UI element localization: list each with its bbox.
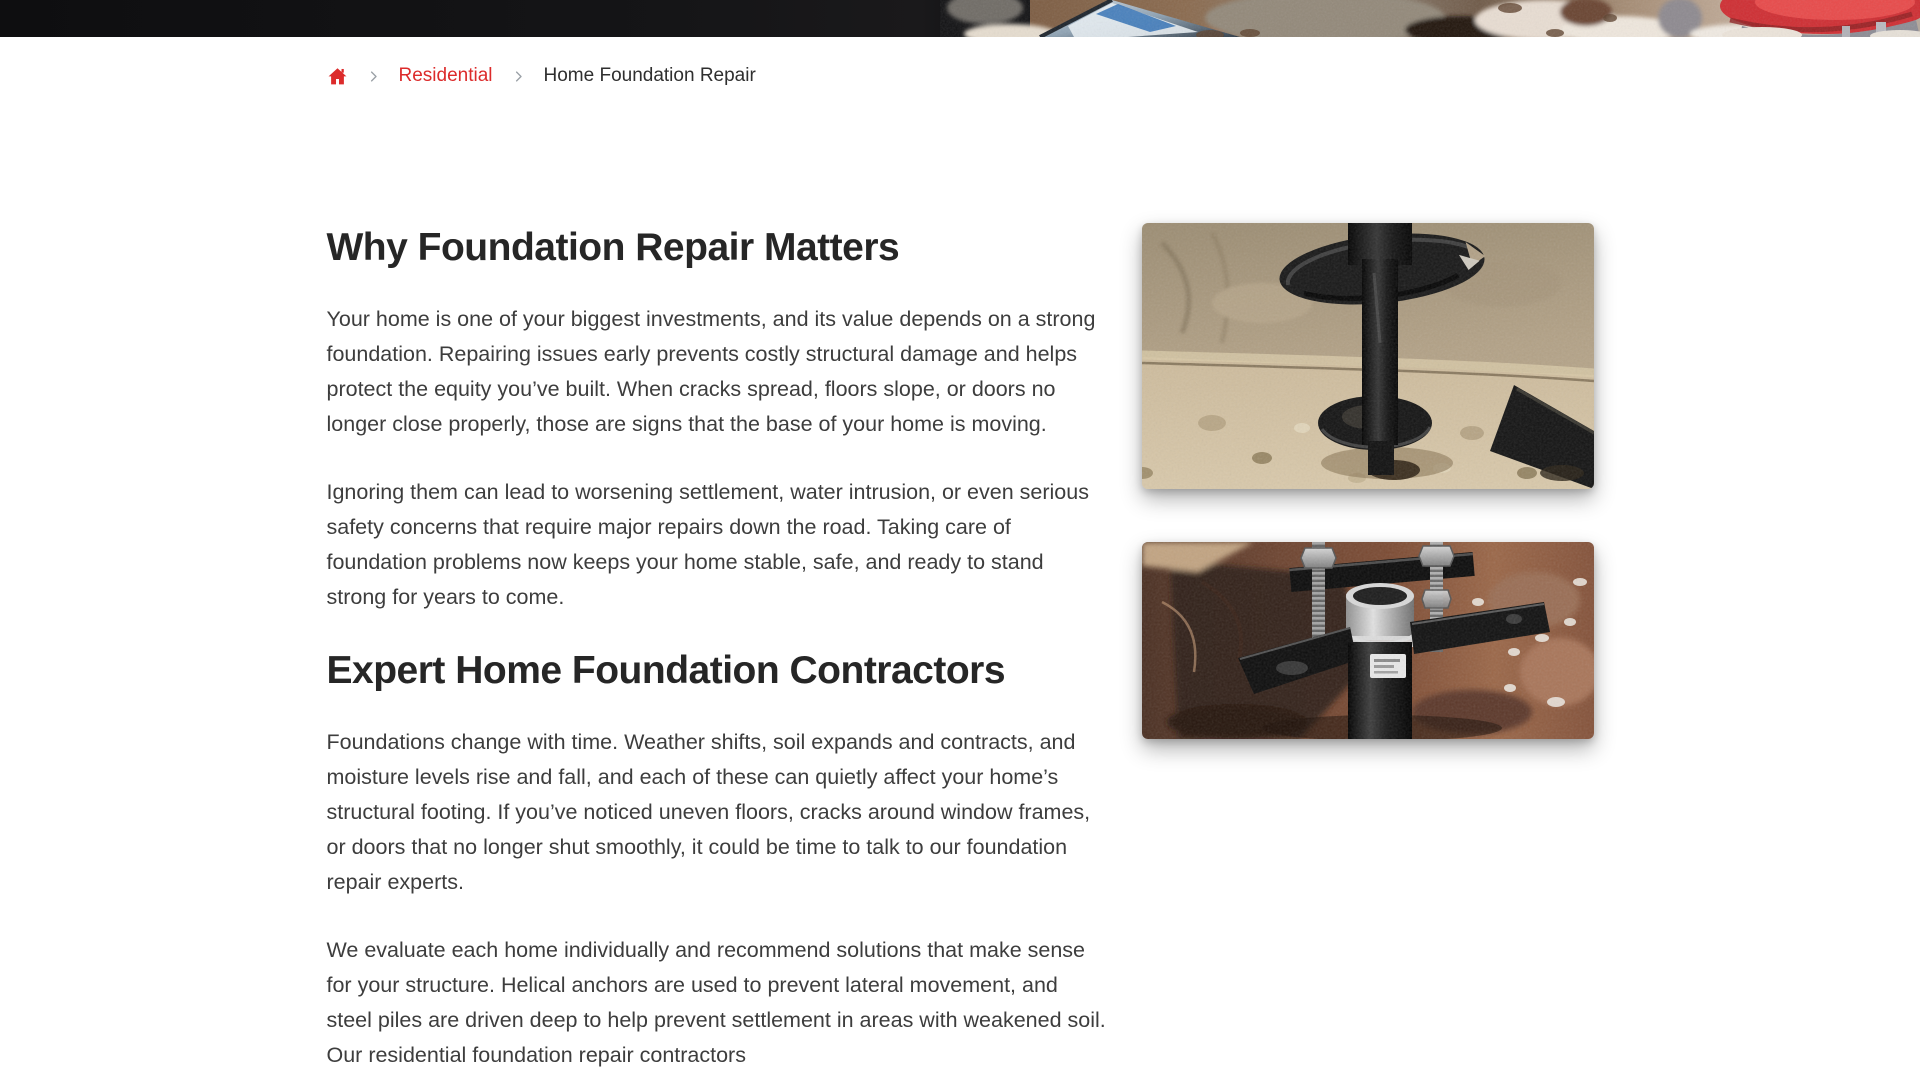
article-image-column: [1142, 223, 1594, 739]
paragraph: Foundations change with time. Weather shifts, soil expands and contracts, and moisture levels rise and fall, and each of these can quietly affect your home’s structural footing. If you’ve noticed uneven floors, cracks around window frames, or doors that no longer shut smoothly, it could be time to talk to our foundation repair experts.: [326, 729, 1091, 894]
chevron-right-icon: [511, 69, 526, 84]
hero-photo-graphic: [0, 0, 1920, 37]
section-heading-expert-home-foundation-contractors: Expert Home Foundation Contractors: [326, 648, 1006, 692]
breadcrumb-current-page: Home Foundation Repair: [543, 65, 756, 86]
main-content: [327, 223, 1594, 1080]
paragraph: Ignoring them can lead to worsening settlement, water intrusion, or even serious safety concerns that require major repairs down the road. Taking care of foundation problems now keeps your home stable, safe, and ready to stand strong for years to come.: [326, 479, 1089, 609]
section-heading-why-foundation-repair-matters: Why Foundation Repair Matters: [326, 226, 900, 269]
article-text-column: [327, 223, 1107, 1080]
hero-image-strip: [0, 0, 1920, 37]
helical-anchor-in-soil-photo: [1142, 223, 1594, 489]
steel-pier-bracket-photo: [1142, 542, 1594, 739]
breadcrumb-link-residential[interactable]: Residential: [398, 65, 493, 86]
chevron-right-icon: [366, 69, 381, 84]
helical-anchor-graphic: [1142, 223, 1594, 489]
paragraph: Your home is one of your biggest investments, and its value depends on a strong foundation. Repairing issues early prevents costly structural damage and helps protect the equity you’ve built. When cracks spread, floors slope, or doors no longer close properly, those are signs that the base of your home is moving.: [326, 306, 1096, 436]
home-icon: [327, 66, 348, 87]
breadcrumb-home-link[interactable]: [327, 66, 348, 87]
breadcrumb-bar: [327, 37, 1594, 111]
paragraph: We evaluate each home individually and recommend solutions that make sense for your structure. Helical anchors are used to prevent lateral movement, and steel piles are driven deep to help prevent settlement in areas with weakened soil. Our residential foundation repair contractors: [326, 937, 1106, 1067]
steel-pier-bracket-graphic: [1142, 542, 1594, 739]
breadcrumb: [327, 65, 1594, 87]
